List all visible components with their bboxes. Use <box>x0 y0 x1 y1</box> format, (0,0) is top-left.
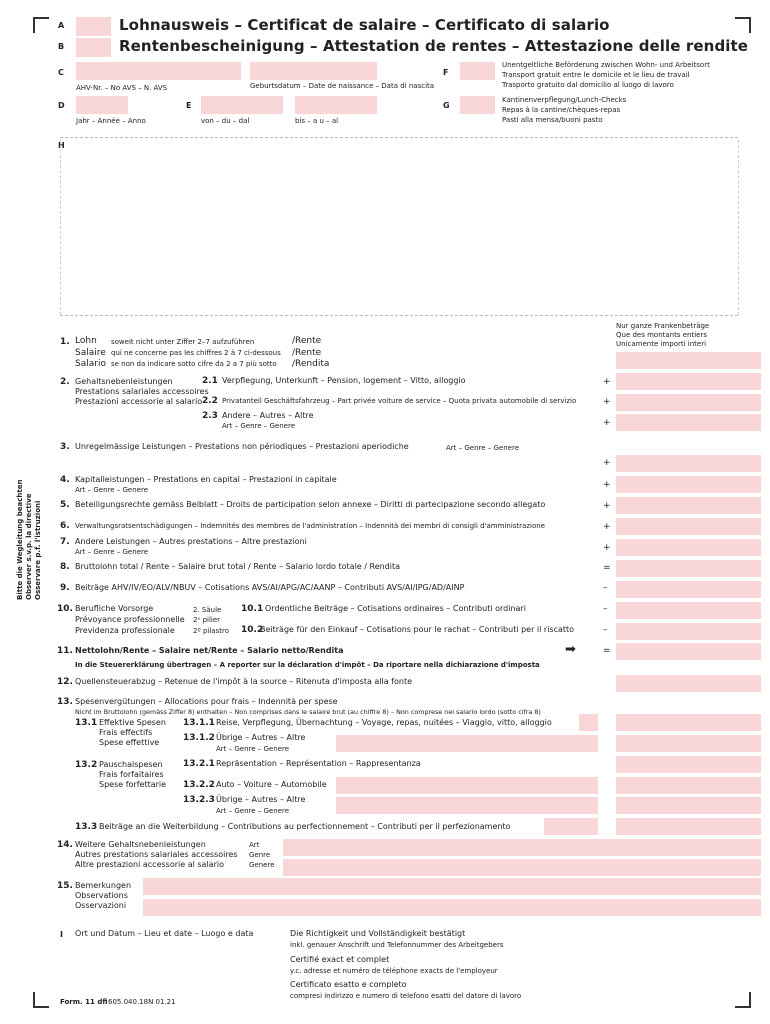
address-area-right-border <box>738 140 739 315</box>
row-13-2-de: Pauschalspesen <box>99 760 163 769</box>
row-1-salaire: Salaire <box>75 348 106 358</box>
amount-row-7[interactable] <box>616 539 761 556</box>
row-13-1-2-number: 13.1.2 <box>183 733 215 743</box>
op-plus-2-1: + <box>603 377 611 387</box>
amount-row-5[interactable] <box>616 497 761 514</box>
divider-top <box>60 137 738 138</box>
row-1-rente-fr: /Rente <box>292 348 322 358</box>
amount-column-13-2[interactable] <box>616 735 761 752</box>
row-7-number: 7. <box>60 537 70 547</box>
place-date-label: Ort und Datum – Lieu et date – Luogo e data <box>75 929 254 938</box>
row-13-2-1-number: 13.2.1 <box>183 759 215 769</box>
g-text-2: Repas à la cantine/chèques-repas <box>502 106 621 114</box>
ahv-number-field[interactable] <box>76 62 241 80</box>
row-10-pilastro: 2º pilastro <box>193 627 229 635</box>
address-area-left-border <box>60 140 61 315</box>
year-field[interactable] <box>76 96 128 114</box>
row-15-number: 15. <box>57 881 73 891</box>
row-10-pilier: 2ᵉ pilier <box>193 616 221 624</box>
row-7-label: Andere Leistungen – Autres prestations – Altre prestazioni <box>75 537 307 546</box>
f-text-2: Transport gratuit entre le domicile et le lieu de travail <box>502 71 690 79</box>
op-plus-2-2: + <box>603 397 611 407</box>
row-11-number: 11. <box>57 646 73 656</box>
row-13-1-number: 13.1 <box>75 718 98 728</box>
amount-row-13-3[interactable] <box>544 818 598 835</box>
label-a: A <box>58 21 65 30</box>
amount-row-13-2-3[interactable] <box>336 797 598 814</box>
row-2-3-art: Art – Genre – Genere <box>222 422 296 430</box>
whole-francs-it: Unicamente importi interi <box>616 340 707 348</box>
label-i: I <box>60 930 63 939</box>
amount-column-13-6[interactable] <box>616 818 761 835</box>
op-plus-4: + <box>603 480 611 490</box>
row-14-genre: Genre <box>249 851 271 859</box>
from-date-field[interactable] <box>201 96 283 114</box>
row-2-1-label: Verpflegung, Unterkunft – Pension, logement – Vitto, alloggio <box>222 376 466 385</box>
row-6-label: Verwaltungsratsentschädigungen – Indemnités des membres de l'administration – Indennità dei membri di consigli d'amministrazione <box>75 522 545 530</box>
row-13-2-it: Spese forfettarie <box>99 780 167 789</box>
op-minus-10-2: – <box>603 625 608 635</box>
row-1-note-fr: qui ne concerne pas les chiffres 2 à 7 ci-dessous <box>111 349 281 357</box>
arrow-icon: ➡ <box>565 642 576 657</box>
row-13-1-1-label: Reise, Verpflegung, Übernachtung – Voyage, repas, nuitées – Viaggio, vitto, alloggio <box>216 718 552 727</box>
signature-de-note: inkl. genauer Anschrift und Telefonnummer des Arbeitgebers <box>290 941 504 949</box>
row-14-fr: Autres prestations salariales accessoires <box>75 850 238 859</box>
row-1-salario: Salario <box>75 359 106 369</box>
remarks-field-1[interactable] <box>143 878 761 895</box>
row-14-genere: Genere <box>249 861 275 869</box>
amount-row-2-3[interactable] <box>616 414 761 431</box>
row-13-1-2-art: Art – Genre – Genere <box>216 745 290 753</box>
whole-francs-fr: Que des montants entiers <box>616 331 707 339</box>
op-plus-3: + <box>603 458 611 468</box>
to-date-field[interactable] <box>295 96 377 114</box>
row-13-2-number: 13.2 <box>75 760 98 770</box>
row-13-2-3-number: 13.2.3 <box>183 795 215 805</box>
row-4-number: 4. <box>60 475 70 485</box>
amount-row-10-1[interactable] <box>616 602 761 619</box>
row-2-1-number: 2.1 <box>202 376 218 386</box>
amount-row-13-1-1[interactable] <box>579 714 598 731</box>
amount-column-13-1[interactable] <box>616 714 761 731</box>
year-label: Jahr – Année – Anno <box>76 117 146 125</box>
form-code: 605.040.18N 01.21 <box>108 998 176 1006</box>
amount-row-13-2-2[interactable] <box>336 777 598 794</box>
row-5-number: 5. <box>60 500 70 510</box>
crop-mark-bottom-left <box>33 992 49 1008</box>
row-14-number: 14. <box>57 840 73 850</box>
row-12-number: 12. <box>57 677 73 687</box>
birthdate-field[interactable] <box>250 62 377 80</box>
row-4-label: Kapitalleistungen – Prestations en capital – Prestazioni in capitale <box>75 475 337 484</box>
row-2-3-label: Andere – Autres – Altre <box>222 411 314 420</box>
row-13-2-fr: Frais forfaitaires <box>99 770 164 779</box>
row-15-fr: Observations <box>75 891 128 900</box>
amount-row-1[interactable] <box>616 352 761 369</box>
title-lohnausweis: Lohnausweis – Certificat de salaire – Certificato di salario <box>119 16 610 34</box>
row-10-2-label: Beiträge für den Einkauf – Cotisations pour le rachat – Contributi per il riscatto <box>260 625 575 634</box>
row-7-art: Art – Genre – Genere <box>75 548 149 556</box>
row-10-1-number: 10.1 <box>241 604 264 614</box>
op-plus-2-3: + <box>603 418 611 428</box>
f-text-1: Unentgeltliche Beförderung zwischen Wohn- und Arbeitsort <box>502 61 710 69</box>
amount-column-13-3[interactable] <box>616 756 761 773</box>
row-1-note-it: se non da indicare sotto cifre da 2 a 7 più sotto <box>111 360 277 368</box>
row-2-number: 2. <box>60 377 70 387</box>
amount-row-2-1[interactable] <box>616 373 761 390</box>
label-c: C <box>58 68 64 77</box>
row-2-it: Prestazioni accessorie al salario <box>75 397 203 406</box>
row-11-label: Nettolohn/Rente – Salaire net/Rente – Salario netto/Rendita <box>75 646 344 655</box>
row-13-2-3-label: Übrige – Autres – Altre <box>216 795 306 804</box>
amount-row-3[interactable] <box>616 455 761 472</box>
side-note-line-1: Bitte die Wegleitung beachten <box>16 479 24 600</box>
row-12-label: Quellensteuerabzug – Retenue de l'impôt à la source – Ritenuta d'imposta alla fonte <box>75 677 413 686</box>
title-rentenbescheinigung: Rentenbescheinigung – Attestation de rentes – Attestazione delle rendite <box>119 37 749 55</box>
row-5-label: Beteiligungsrechte gemäss Beiblatt – Droits de participation selon annexe – Diritti di partecipazione secondo allegato <box>75 500 546 509</box>
row-4-art: Art – Genre – Genere <box>75 486 149 494</box>
row-13-2-2-number: 13.2.2 <box>183 780 215 790</box>
row-14-field-1[interactable] <box>283 839 761 856</box>
amount-row-13-1-2[interactable] <box>336 735 598 752</box>
checkbox-g[interactable] <box>460 96 495 114</box>
side-note-line-2: Observer s.v.p. la directive <box>25 493 33 600</box>
row-13-1-2-label: Übrige – Autres – Altre <box>216 733 306 742</box>
row-15-it: Osservazioni <box>75 901 127 910</box>
row-13-2-2-label: Auto – Voiture – Automobile <box>216 780 327 789</box>
g-text-3: Pasti alla mensa/buoni pasto <box>502 116 603 124</box>
amount-column-13-5[interactable] <box>616 797 761 814</box>
row-11-note: In die Steuererklärung übertragen – A reporter sur la déclaration d'impôt – Da riportare nella dichiarazione d'imposta <box>75 661 540 669</box>
row-13-label: Spesenvergütungen – Allocations pour frais – Indennità per spese <box>75 697 338 706</box>
label-g: G <box>443 101 450 110</box>
row-10-2-number: 10.2 <box>241 625 264 635</box>
whole-francs-de: Nur ganze Frankenbeträge <box>616 322 710 330</box>
row-3-label: Unregelmässige Leistungen – Prestations non périodiques – Prestazioni aperiodiche <box>75 442 409 451</box>
from-label: von – du – dal <box>201 117 250 125</box>
row-14-field-2[interactable] <box>283 859 761 876</box>
label-b: B <box>58 42 65 51</box>
crop-mark-bottom-right <box>735 992 751 1008</box>
f-text-3: Trasporto gratuito dal domicilio al luogo di lavoro <box>502 81 674 89</box>
op-minus-9: – <box>603 583 608 593</box>
amount-column-13-4[interactable] <box>616 777 761 794</box>
row-13-note: Nicht im Bruttolohn (gemäss Ziffer 8) enthalten – Non comprises dans le salaire brut (au chiffre 8) – Non comprese nel salario lordo (sotto cifra 8) <box>75 708 541 716</box>
row-1-rente-it: /Rendita <box>292 359 330 369</box>
row-10-it: Previdenza professionale <box>75 626 175 635</box>
amount-row-4[interactable] <box>616 476 761 493</box>
row-13-2-3-art: Art – Genre – Genere <box>216 807 290 815</box>
to-label: bis – a u – al <box>295 117 339 125</box>
label-e: E <box>186 101 192 110</box>
amount-row-10-2[interactable] <box>616 623 761 640</box>
row-2-fr: Prestations salariales accessoires <box>75 387 209 396</box>
row-2-3-number: 2.3 <box>202 411 218 421</box>
side-note-line-3: Osservare p.f. l'istruzioni <box>34 500 42 600</box>
row-10-fr: Prévoyance professionnelle <box>75 615 185 624</box>
signature-de: Die Richtigkeit und Vollständigkeit bestätigt <box>290 929 466 938</box>
amount-row-6[interactable] <box>616 518 761 535</box>
row-10-de: Berufliche Vorsorge <box>75 604 154 613</box>
row-9-label: Beiträge AHV/IV/EO/ALV/NBUV – Cotisations AVS/AI/APG/AC/AANP – Contributi AVS/AI/IPG/AD/AINP <box>75 583 465 592</box>
whole-francs-note <box>616 322 709 349</box>
row-14-de: Weitere Gehaltsnebenleistungen <box>75 840 206 849</box>
checkbox-b[interactable] <box>76 38 111 57</box>
row-14-it: Altre prestazioni accessorie al salario <box>75 860 224 869</box>
signature-fr-note: y.c. adresse et numéro de téléphone exacts de l'employeur <box>290 967 498 975</box>
amount-row-9[interactable] <box>616 581 761 598</box>
row-1-rente-de: /Rente <box>292 336 322 346</box>
ahv-label: AHV-Nr. – No AVS – N. AVS <box>76 84 168 92</box>
signature-fr: Certifié exact et complet <box>290 955 390 964</box>
op-plus-5: + <box>603 501 611 511</box>
row-13-1-it: Spese effettive <box>99 738 160 747</box>
g-text-1: Kantinenverpflegung/Lunch-Checks <box>502 96 627 104</box>
row-13-1-1-number: 13.1.1 <box>183 718 215 728</box>
row-13-3-number: 13.3 <box>75 822 98 832</box>
checkbox-f[interactable] <box>460 62 495 80</box>
op-equals-8: = <box>603 563 611 573</box>
row-13-3-label: Beiträge an die Weiterbildung – Contributions au perfectionnement – Contributi per il perfezionamento <box>99 822 511 831</box>
row-6-number: 6. <box>60 521 70 531</box>
row-1-lohn: Lohn <box>75 336 97 346</box>
amount-row-12[interactable] <box>616 675 761 692</box>
row-10-saule: 2. Säule <box>193 606 222 614</box>
amount-row-11[interactable] <box>616 643 761 660</box>
amount-row-2-2[interactable] <box>616 394 761 411</box>
amount-row-8[interactable] <box>616 560 761 577</box>
row-9-number: 9. <box>60 583 70 593</box>
row-13-1-de: Effektive Spesen <box>99 718 166 727</box>
row-15-de: Bemerkungen <box>75 881 132 890</box>
divider-bottom <box>60 315 738 316</box>
row-3-art: Art – Genre – Genere <box>446 444 520 452</box>
op-plus-6: + <box>603 522 611 532</box>
label-f: F <box>443 68 449 77</box>
birthdate-label: Geburtsdatum – Date de naissance – Data di nascita <box>250 82 435 90</box>
row-10-number: 10. <box>57 604 73 614</box>
row-10-1-label: Ordentliche Beiträge – Cotisations ordinaires – Contributi ordinari <box>265 604 526 613</box>
label-d: D <box>58 101 65 110</box>
row-14-art: Art <box>249 841 260 849</box>
signature-it-note: compresi indirizzo e numero di telefono esatti del datore di lavoro <box>290 992 522 1000</box>
row-13-number: 13. <box>57 697 73 707</box>
row-13-1-fr: Frais effectifs <box>99 728 153 737</box>
row-8-number: 8. <box>60 562 70 572</box>
row-8-label: Bruttolohn total / Rente – Salaire brut total / Rente – Salario lordo totale / Rendita <box>75 562 401 571</box>
op-plus-7: + <box>603 543 611 553</box>
row-3-number: 3. <box>60 442 70 452</box>
row-2-de: Gehaltsnebenleistungen <box>75 377 173 386</box>
row-1-number: 1. <box>60 337 70 347</box>
row-2-2-number: 2.2 <box>202 396 218 406</box>
op-equals-11: = <box>603 646 611 656</box>
label-h: H <box>58 141 65 150</box>
form-number: Form. 11 dfi <box>60 998 108 1006</box>
crop-mark-top-left <box>33 17 49 33</box>
remarks-field-2[interactable] <box>143 899 761 916</box>
row-2-2-label: Privatanteil Geschäftsfahrzeug – Part privée voiture de service – Quota privata automobile di servizio <box>222 397 577 405</box>
row-13-2-1-label: Repräsentation – Représentation – Rappresentanza <box>216 759 421 768</box>
crop-mark-top-right <box>735 17 751 33</box>
op-minus-10-1: – <box>603 604 608 614</box>
signature-it: Certificato esatto e completo <box>290 980 407 989</box>
checkbox-a[interactable] <box>76 17 111 36</box>
row-1-note-de: soweit nicht unter Ziffer 2–7 aufzuführen <box>111 338 255 346</box>
